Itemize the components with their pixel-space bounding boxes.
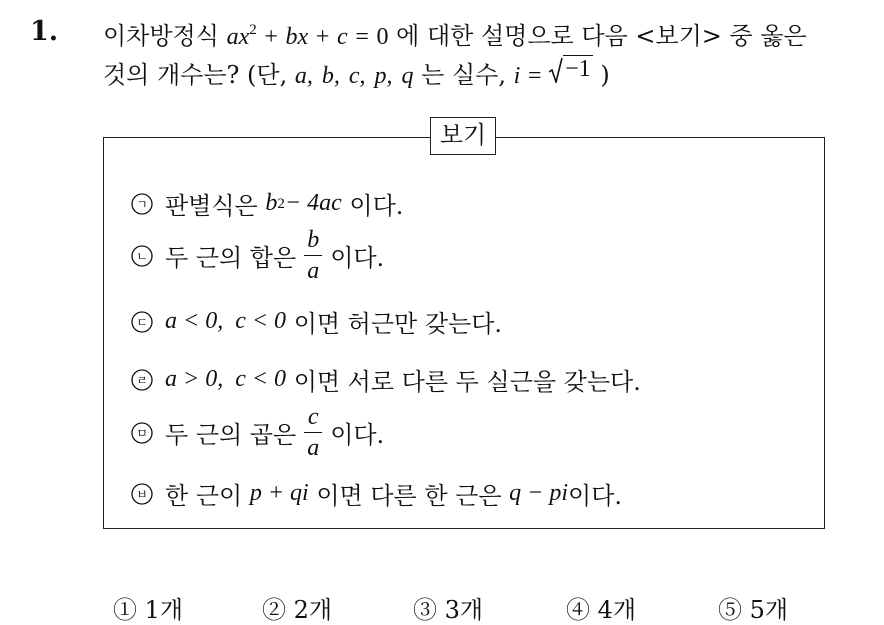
question-line-1 <box>103 16 807 51</box>
choice-3[interactable] <box>413 590 483 625</box>
item-text-post: 이다. <box>568 482 623 510</box>
circled-bieup-icon <box>131 483 153 505</box>
choice-label: 3개 <box>444 596 484 624</box>
fraction-denominator: a <box>304 255 322 283</box>
fraction-numerator: c <box>307 404 319 430</box>
bogi-item-3 <box>131 304 502 339</box>
question-text-post: 에 대한 설명으로 다음 <보기> 중 옳은 <box>396 22 807 50</box>
fraction-b-over-a <box>304 228 322 283</box>
sqrt-radicand: −1 <box>565 56 591 82</box>
item-text: 한 근이 <box>165 482 243 510</box>
choice-number: ① <box>113 596 137 624</box>
equation-bx: bx <box>285 24 309 50</box>
equation-plus: + <box>315 24 330 50</box>
question-condition-pre: 것의 개수는? (단, <box>103 61 288 89</box>
item-math: p + qi <box>249 480 309 506</box>
item-text-post: 이면 허근만 갖는다. <box>293 310 503 338</box>
bogi-item-1: ㄱ 판별식은 b 2 − 4ac 이다. <box>131 186 403 221</box>
question-line-2 <box>103 55 610 90</box>
circled-mieum-icon <box>131 422 153 444</box>
bogi-item-5 <box>131 405 384 460</box>
bogi-item-4 <box>131 362 641 397</box>
item-math-2: q − pi <box>509 480 569 506</box>
choice-4[interactable] <box>566 590 636 625</box>
item-math: a < 0, c < 0 <box>165 308 287 334</box>
svg-text:ㄷ: ㄷ <box>136 315 148 329</box>
sqrt-expression <box>549 55 593 83</box>
svg-text:ㄱ: ㄱ <box>136 197 148 211</box>
choice-2[interactable] <box>262 590 332 625</box>
choice-number: ③ <box>413 596 437 624</box>
svg-text:ㄹ: ㄹ <box>136 373 148 387</box>
equation-zero: 0 <box>376 24 389 50</box>
sqrt-icon <box>549 57 563 83</box>
choice-label: 4개 <box>597 596 637 624</box>
bogi-item-2 <box>131 228 384 283</box>
equation-plus: + <box>264 24 278 50</box>
item-text: 두 근의 합은 <box>165 244 297 272</box>
fraction-denominator: a <box>304 432 322 460</box>
item-math-2: − 4ac <box>284 190 342 216</box>
question-condition-post: ) <box>600 61 610 89</box>
choice-label: 1개 <box>144 596 184 624</box>
circled-digeut-icon <box>131 311 153 333</box>
bogi-title: 보기 <box>430 117 496 155</box>
equation-ax: ax <box>226 24 250 50</box>
item-math: b <box>265 190 278 216</box>
item-text-post: 이면 서로 다른 두 실근을 갖는다. <box>293 368 641 396</box>
choice-number: ⑤ <box>718 596 742 624</box>
circled-giyeok-icon <box>131 193 153 215</box>
equation-c: c <box>337 24 348 50</box>
item-text-post: 이다. <box>349 192 404 220</box>
choice-label: 5개 <box>749 596 789 624</box>
fraction-numerator: b <box>307 227 320 253</box>
choice-number: ② <box>262 596 286 624</box>
item-text-mid: 이면 다른 한 근은 <box>316 482 502 510</box>
item-math: a > 0, c < 0 <box>165 366 287 392</box>
choice-number: ④ <box>566 596 590 624</box>
choice-5[interactable] <box>718 590 788 625</box>
item-text: 두 근의 곱은 <box>165 421 297 449</box>
svg-text:ㅂ: ㅂ <box>136 487 148 501</box>
item-text: 판별식은 <box>165 192 258 220</box>
real-variables: a, b, c, p, q <box>294 63 414 89</box>
item-text-post: 이다. <box>330 244 385 272</box>
bogi-item-6 <box>131 476 622 511</box>
imaginary-equals: = <box>527 63 542 89</box>
imaginary-unit: i <box>513 63 521 89</box>
fraction-c-over-a <box>304 405 322 460</box>
question-text-pre: 이차방정식 <box>103 22 219 50</box>
svg-text:ㄴ: ㄴ <box>136 249 148 263</box>
svg-text:ㅁ: ㅁ <box>136 426 148 440</box>
question-condition-mid: 는 실수, <box>421 61 506 89</box>
choice-label: 2개 <box>293 596 333 624</box>
equation-equals: = <box>355 24 369 50</box>
question-number: 1. <box>30 16 59 47</box>
circled-nieun-icon <box>131 245 153 267</box>
choice-1[interactable] <box>113 590 183 625</box>
circled-rieul-icon <box>131 369 153 391</box>
equation-exponent: 2 <box>249 22 257 38</box>
item-text-post: 이다. <box>330 421 385 449</box>
